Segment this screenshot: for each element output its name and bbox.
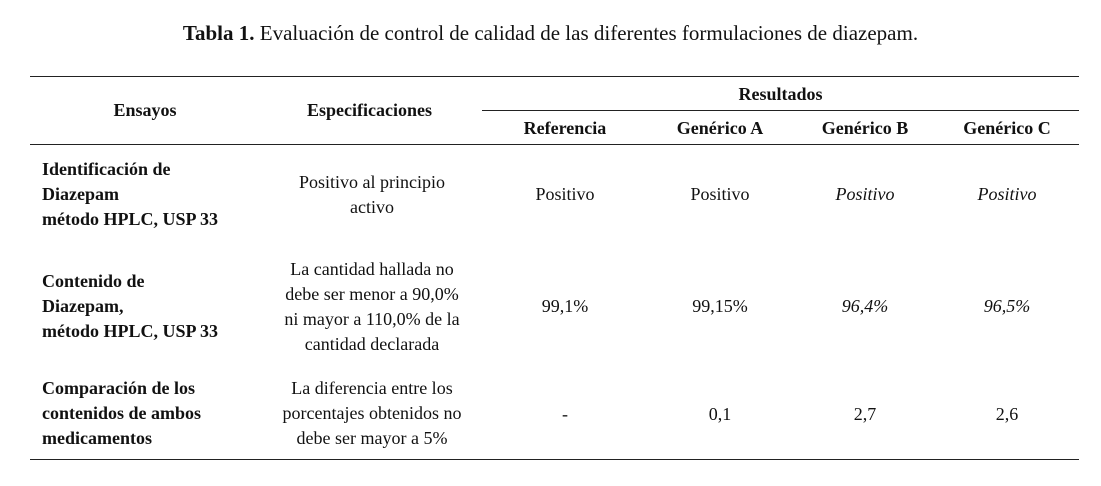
row-1-ensayo <box>42 157 272 232</box>
row-2-especificacion-line: cantidad declarada <box>304 334 440 354</box>
row-3-ensayo-line: contenidos de ambos <box>42 403 202 423</box>
header-bottom-rule <box>30 144 1079 145</box>
row-2-especificacion-line: La cantidad hallada no <box>290 259 454 279</box>
row-3-ensayo-line: medicamentos <box>42 428 152 448</box>
row-1-ensayo-line: Identificación de <box>42 159 171 179</box>
subheader-generico-b: Genérico B <box>821 118 909 138</box>
row-3-especificacion-line: debe ser mayor a 5% <box>296 428 448 448</box>
row-3-generico-a: 0,1 <box>708 404 732 424</box>
row-1-especificacion <box>262 170 482 220</box>
row-2-ensayo-line: método HPLC, USP 33 <box>42 321 219 341</box>
row-2-generico-a: 99,15% <box>692 296 748 316</box>
table-bottom-rule <box>30 459 1079 460</box>
subheader-generico-a: Genérico A <box>676 118 764 138</box>
row-2-especificacion <box>262 257 482 357</box>
row-2-especificacion-line: debe ser menor a 90,0% <box>285 284 459 304</box>
row-3-especificacion <box>262 376 482 451</box>
row-3-especificacion-line: porcentajes obtenidos no <box>282 403 462 423</box>
table-top-rule <box>30 76 1079 77</box>
subheader-generico-c: Genérico C <box>963 118 1051 138</box>
header-ensayos: Ensayos <box>113 100 177 120</box>
row-2-generico-c: 96,5% <box>983 296 1031 316</box>
row-3-especificacion-line: La diferencia entre los <box>291 378 453 398</box>
header-resultados: Resultados <box>738 84 823 104</box>
row-3-ensayo <box>42 376 272 451</box>
row-1-generico-b: Positivo <box>835 184 895 204</box>
row-3-referencia: - <box>562 404 568 424</box>
row-1-especificacion-line: Positivo al principio <box>299 172 445 192</box>
row-2-ensayo-line: Diazepam, <box>42 296 124 316</box>
row-2-ensayo <box>42 269 272 344</box>
row-1-ensayo-line: método HPLC, USP 33 <box>42 209 219 229</box>
row-2-ensayo-line: Contenido de <box>42 271 145 291</box>
row-1-ensayo-line: Diazepam <box>42 184 119 204</box>
subheader-referencia: Referencia <box>523 118 607 138</box>
row-3-generico-c: 2,6 <box>995 404 1019 424</box>
row-3-generico-b: 2,7 <box>853 404 877 424</box>
row-1-especificacion-line: activo <box>350 197 394 217</box>
table-caption-label: Tabla 1. <box>182 21 255 45</box>
table-caption-text: Evaluación de control de calidad de las diferentes formulaciones de diazepam. <box>254 21 919 45</box>
resultados-underline <box>482 110 1079 111</box>
table-caption <box>0 20 1101 46</box>
row-1-referencia: Positivo <box>535 184 595 204</box>
row-3-ensayo-line: Comparación de los <box>42 378 195 398</box>
row-1-generico-c: Positivo <box>977 184 1037 204</box>
row-1-generico-a: Positivo <box>690 184 750 204</box>
header-especificaciones: Especificaciones <box>307 100 432 120</box>
row-2-referencia: 99,1% <box>541 296 589 316</box>
row-2-generico-b: 96,4% <box>841 296 889 316</box>
row-2-especificacion-line: ni mayor a 110,0% de la <box>284 309 460 329</box>
